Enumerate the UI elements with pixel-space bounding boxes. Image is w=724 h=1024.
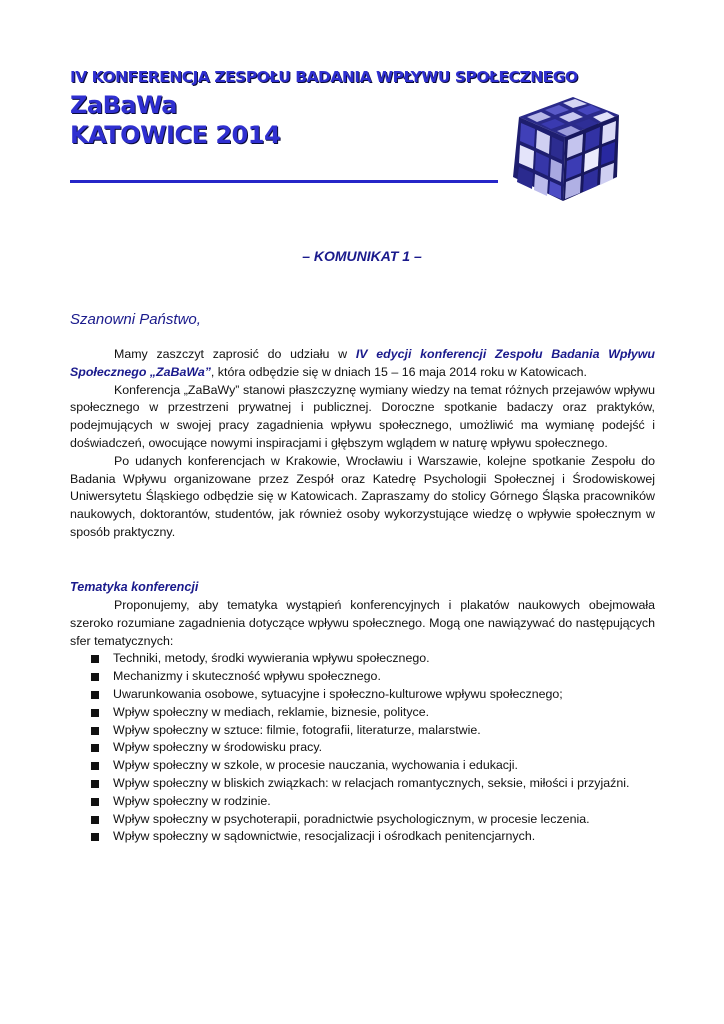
intro-paragraph-3: Po udanych konferencjach w Krakowie, Wrocławiu i Warszawie, kolejne spotkanie Zespołu do Badania Wpływu organizowane przez Zespół oraz Katedrę Psychologii Społecznej i Środowiskowej Uniwersytetu Śląskiego odbędzie się w Katowicach. Zapraszamy do stolicy Górnego Śląska pracowników naukowych, doktorantów, studentów, jak również osoby wykorzystujące wiedzę o wpływie społecznym w sposób praktyczny. — [70, 453, 655, 539]
intro-text: Mamy zaszczyt zaprosić do udziału w — [114, 347, 356, 361]
square-bullet-icon — [91, 655, 99, 663]
square-bullet-icon — [91, 833, 99, 841]
list-item — [70, 668, 655, 686]
list-item-text: Wpływ społeczny w szkole, w procesie nauczania, wychowania i edukacji. — [113, 758, 518, 773]
square-bullet-icon — [91, 709, 99, 717]
square-bullet-icon — [91, 762, 99, 770]
list-item — [70, 828, 655, 846]
square-bullet-icon — [91, 744, 99, 752]
list-item-text: Wpływ społeczny w psychoterapii, poradnictwie psychologicznym, w procesie leczenia. — [113, 811, 590, 826]
greeting: Szanowni Państwo, — [70, 311, 201, 328]
conference-name: ZaBaWa — [70, 91, 177, 119]
rubiks-cube-logo-icon — [503, 93, 627, 205]
list-item — [70, 686, 655, 704]
list-item-text: Uwarunkowania osobowe, sytuacyjne i społeczno-kulturowe wpływu społecznego; — [113, 686, 563, 701]
topics-heading: Tematyka konferencji — [70, 580, 199, 594]
topics-section — [70, 597, 655, 846]
square-bullet-icon — [91, 691, 99, 699]
list-item — [70, 739, 655, 757]
topics-list — [70, 650, 655, 846]
intro-section — [70, 346, 655, 542]
list-item-text: Mechanizmy i skuteczność wpływu społecznego. — [113, 669, 381, 684]
square-bullet-icon — [91, 798, 99, 806]
list-item — [70, 722, 655, 740]
list-item-text: Wpływ społeczny w mediach, reklamie, biznesie, polityce. — [113, 704, 430, 719]
list-item-text: Wpływ społeczny w bliskich związkach: w relacjach romantycznych, seksie, miłości i przyjaźni. — [113, 775, 630, 790]
list-item-text: Wpływ społeczny w sztuce: filmie, fotografii, literaturze, malarstwie. — [113, 722, 481, 737]
conference-highlight: IV edycji konferencji Zespołu Badania Wpływu Społecznego „ZaBaWa” — [70, 347, 656, 379]
list-item — [70, 757, 655, 775]
list-item-text: Wpływ społeczny w środowisku pracy. — [113, 740, 323, 755]
list-item — [70, 811, 655, 829]
list-item-text: Wpływ społeczny w sądownictwie, resocjalizacji i ośrodkach penitencjarnych. — [113, 829, 536, 844]
list-item — [70, 704, 655, 722]
square-bullet-icon — [91, 673, 99, 681]
list-item — [70, 650, 655, 668]
square-bullet-icon — [91, 780, 99, 788]
square-bullet-icon — [91, 727, 99, 735]
list-item — [70, 793, 655, 811]
announcement-number: – KOMUNIKAT 1 – — [302, 248, 422, 264]
list-item-text: Wpływ społeczny w rodzinie. — [113, 793, 271, 808]
conference-location-year: KATOWICE 2014 — [70, 121, 281, 149]
intro-text-end: , która odbędzie się w dniach 15 – 16 maja 2014 roku w Katowicach. — [210, 364, 587, 379]
conference-title: IV KONFERENCJA ZESPOŁU BADANIA WPŁYWU SPOŁECZNEGO — [70, 68, 578, 86]
header-divider — [70, 180, 498, 183]
intro-paragraph-2: Konferencja „ZaBaWy” stanowi płaszczyznę wymiany wiedzy na temat różnych przejawów wpływu społecznego w przestrzeni prywatnej i publicznej. Doroczne spotkanie badaczy oraz praktyków, podejmujących w swojej pracy zagadnienia wpływu społecznego, umożliwić ma wymianę podejść i doświadczeń, owocujące nowymi inspiracjami i głębszym wglądem w naturę wpływu społecznego. — [70, 382, 655, 450]
list-item-text: Techniki, metody, środki wywierania wpływu społecznego. — [113, 651, 430, 666]
intro-paragraph-1 — [70, 346, 655, 382]
list-item — [70, 775, 655, 793]
topics-intro: Proponujemy, aby tematyka wystąpień konferencyjnych i plakatów naukowych obejmowała szeroko rozumiane zagadnienia dotyczące wpływu społecznego. Mogą one nawiązywać do następujących sfer tematycznych: — [70, 598, 655, 648]
square-bullet-icon — [91, 816, 99, 824]
